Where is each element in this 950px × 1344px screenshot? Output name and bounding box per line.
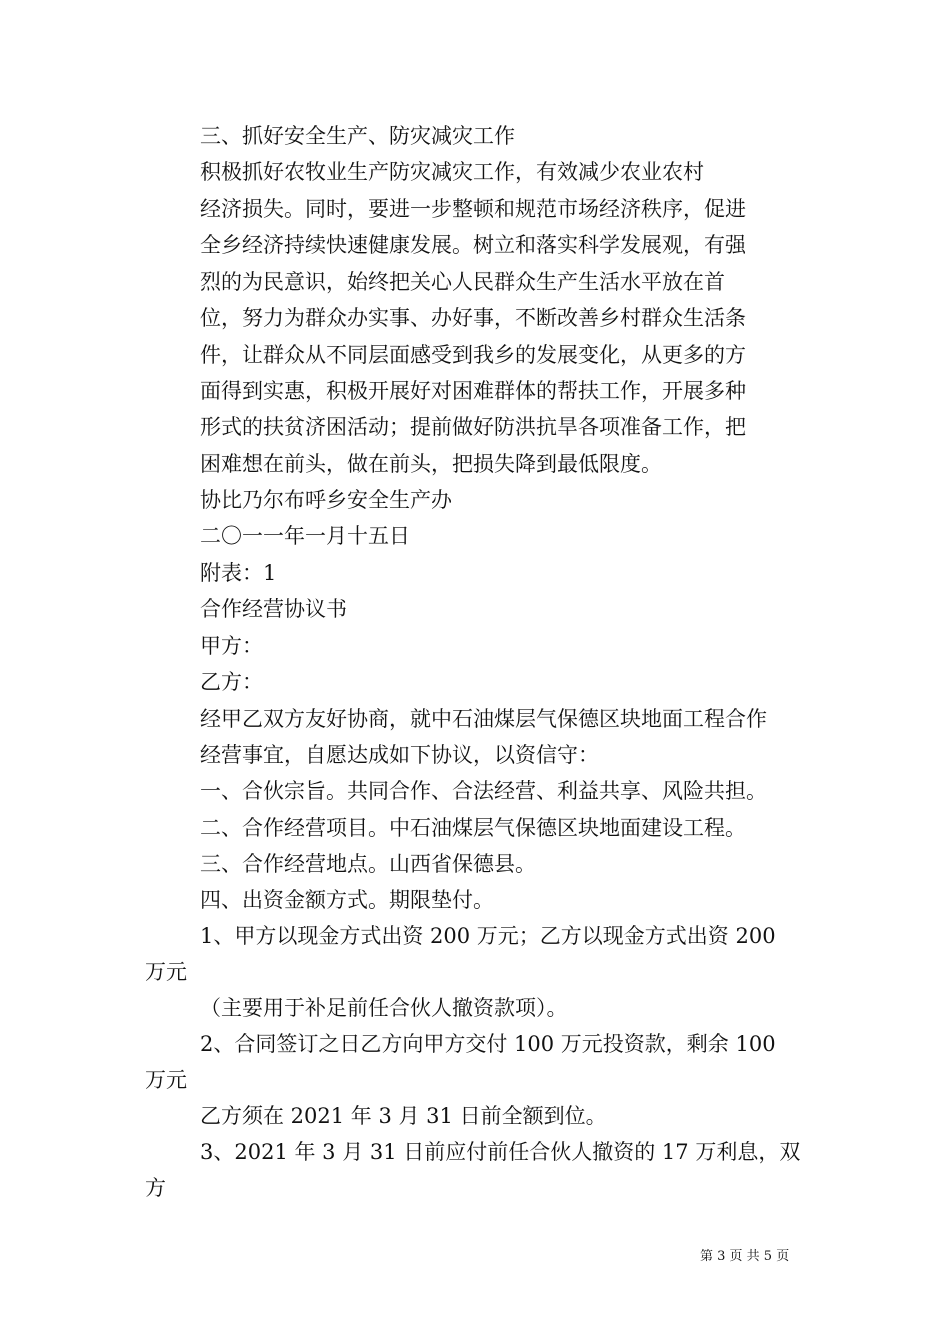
attachment-label: 附表：1 [200, 561, 277, 585]
body-line: 困难想在前头，做在前头，把损失降到最低限度。 [200, 452, 662, 476]
body-line: 全乡经济持续快速健康发展。树立和落实科学发展观，有强 [200, 233, 746, 257]
clause-item-line: 万元 [145, 960, 187, 984]
body-line: 经济损失。同时，要进一步整顿和规范市场经济秩序，促进 [200, 197, 746, 221]
body-line: 件，让群众从不同层面感受到我乡的发展变化，从更多的方 [200, 343, 746, 367]
clause-line: 四、出资金额方式。期限垫付。 [200, 888, 494, 912]
page-indicator: 第 3 页 共 5 页 [700, 1249, 790, 1264]
clause-line: 二、合作经营项目。中石油煤层气保德区块地面建设工程。 [200, 816, 746, 840]
clause-line: 一、合伙宗旨。共同合作、合法经营、利益共享、风险共担。 [200, 779, 767, 803]
clause-item-line: 3、2021 年 3 月 31 日前应付前任合伙人撤资的 17 万利息，双 [200, 1140, 801, 1164]
body-line: 位，努力为群众办实事、办好事，不断改善乡村群众生活条 [200, 306, 746, 330]
body-line: 经营事宜，自愿达成如下协议，以资信守： [200, 743, 599, 767]
clause-item-line: 1、甲方以现金方式出资 200 万元；乙方以现金方式出资 200 [200, 924, 776, 948]
body-line: 经甲乙双方友好协商，就中石油煤层气保德区块地面工程合作 [200, 707, 767, 731]
party-b-label: 乙方： [200, 670, 263, 694]
signature-date: 二〇一一年一月十五日 [200, 524, 410, 548]
section-heading: 三、抓好安全生产、防灾减灾工作 [200, 124, 515, 148]
clause-item-line: 乙方须在 2021 年 3 月 31 日前全额到位。 [200, 1104, 607, 1128]
body-line: 形式的扶贫济困活动；提前做好防洪抗旱各项准备工作，把 [200, 415, 746, 439]
clause-item-line: 万元 [145, 1068, 187, 1092]
body-line: 面得到实惠，积极开展好对困难群体的帮扶工作，开展多种 [200, 379, 746, 403]
agreement-title: 合作经营协议书 [200, 597, 347, 621]
body-line: 烈的为民意识，始终把关心人民群众生产生活水平放在首 [200, 270, 725, 294]
clause-item-line: 2、合同签订之日乙方向甲方交付 100 万元投资款，剩余 100 [200, 1032, 776, 1056]
clause-item-line: （主要用于补足前任合伙人撤资款项）。 [200, 996, 568, 1020]
party-a-label: 甲方： [200, 634, 263, 658]
clause-item-line: 方 [145, 1176, 166, 1200]
clause-line: 三、合作经营地点。山西省保德县。 [200, 852, 536, 876]
signature-office: 协比乃尔布呼乡安全生产办 [200, 488, 452, 512]
body-line: 积极抓好农牧业生产防灾减灾工作，有效减少农业农村 [200, 160, 704, 184]
